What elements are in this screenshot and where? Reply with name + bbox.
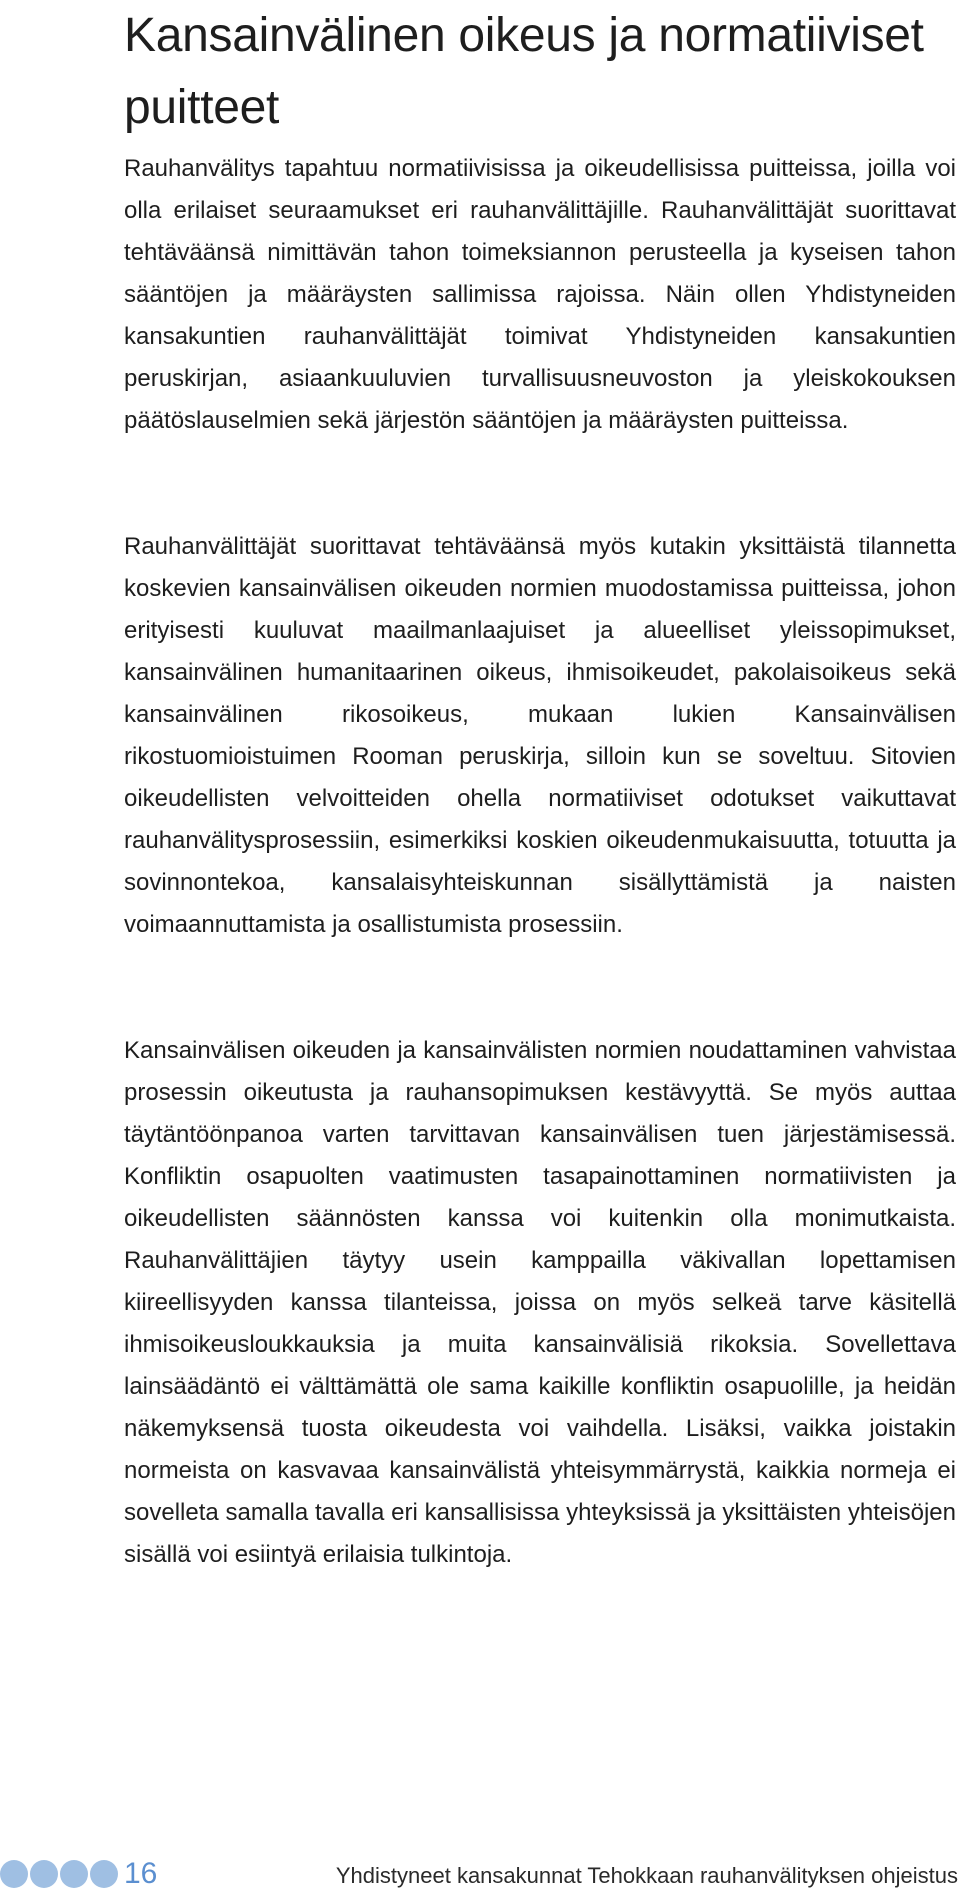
dot-icon [30,1860,58,1888]
page-title: Kansainvälinen oikeus ja normatiiviset puitteet [124,9,924,134]
publication-title: Yhdistyneet kansakunnat Tehokkaan rauhanvälityksen ohjeistus [335,1863,958,1888]
page-footer [0,1856,960,1890]
footer-dots-decoration [0,1860,118,1888]
paragraph-3: Kansainvälisen oikeuden ja kansainvälisten normien noudattaminen vahvistaa prosessin oikeutusta ja rauhansopimuksen kestävyyttä. Se myös auttaa täytäntöönpanoa varten tarvittavan kansainvälisen tuen järjestämisessä. Konfliktin osapuolten vaatimusten tasapainottaminen normatiivisten ja oikeudellisten säännösten kanssa voi kuitenkin olla monimutkaista. Rauhanvälittäjien täytyy usein kamppailla väkivallan lopettamisen kiireellisyyden kanssa tilanteissa, joissa on myös selkeä tarve käsitellä ihmisoikeusloukkauksia ja muita kansainvälisiä rikoksia. Sovellettava lainsäädäntö ei välttämättä ole sama kaikille konfliktin osapuolille, ja heidän näkemyksensä tuosta oikeudesta voi vaihdella. Lisäksi, vaikka joistakin normeista on kasvavaa kansainvälistä yhteisymmärrystä, kaikkia normeja ei sovelleta samalla tavalla eri kansallisissa yhteyksissä ja yksittäisten yhteisöjen sisällä voi esiintyä erilaisia tulkintoja. [124,1037,956,1568]
paragraph-2: Rauhanvälittäjät suorittavat tehtäväänsä myös kutakin yksittäistä tilannetta koskevien kansainvälisen oikeuden normien muodostamissa puitteissa, johon erityisesti kuuluvat maailmanlaajuiset ja alueelliset yleissopimukset, kansainvälinen humanitaarinen oikeus, ihmisoikeudet, pakolaisoikeus sekä kansainvälinen rikosoikeus, mukaan lukien Kansainvälisen rikostuomioistuimen Rooman peruskirja, silloin kun se soveltuu. Sitovien oikeudellisten velvoitteiden ohella normatiiviset odotukset vaikuttavat rauhanvälitysprosessiin, esimerkiksi koskien oikeudenmukaisuutta, totuutta ja sovinnontekoa, kansalaisyhteiskunnan sisällyttämistä ja naisten voimaannuttamista ja osallistumista prosessiin. [124,533,956,938]
dot-icon [90,1860,118,1888]
dot-icon [60,1860,88,1888]
page-number: 16 [124,1857,158,1890]
paragraph-1: Rauhanvälitys tapahtuu normatiivisissa ja oikeudellisissa puitteissa, joilla voi olla erilaiset seuraamukset eri rauhanvälittäjille. Rauhanvälittäjät suorittavat tehtäväänsä nimittävän tahon toimeksiannon perusteella ja kyseisen tahon sääntöjen ja määräysten sallimissa rajoissa. Näin ollen Yhdistyneiden kansakuntien rauhanvälittäjät toimivat Yhdistyneiden kansakuntien peruskirjan, asiaankuuluvien turvallisuusneuvoston ja yleiskokouksen päätöslauselmien sekä järjestön sääntöjen ja määräysten puitteissa. [124,155,956,434]
dot-icon [0,1860,28,1888]
